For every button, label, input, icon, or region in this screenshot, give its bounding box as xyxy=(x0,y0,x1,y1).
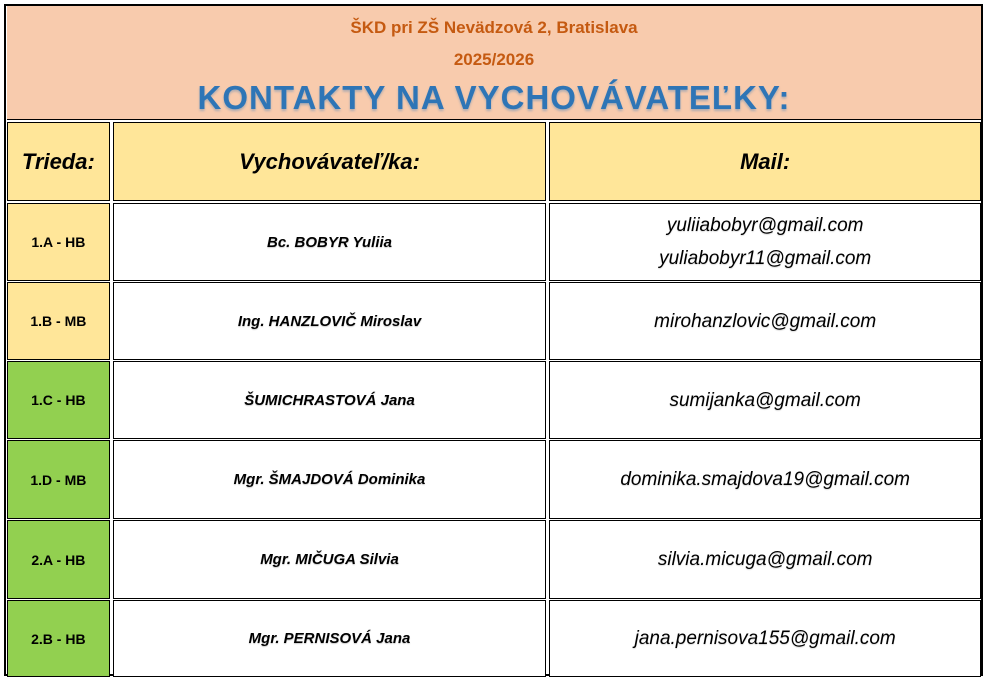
table-row xyxy=(7,361,981,439)
mail-link[interactable]: dominika.smajdova19@gmail.com xyxy=(620,469,910,490)
mail-cell xyxy=(549,440,981,519)
mail-link[interactable]: jana.pernisova155@gmail.com xyxy=(634,628,896,649)
table-row xyxy=(7,600,981,677)
mail-link[interactable]: silvia.micuga@gmail.com xyxy=(657,549,873,570)
document-header xyxy=(7,6,981,120)
teacher-cell: Mgr. MIČUGA Silvia xyxy=(113,520,547,599)
table-row xyxy=(7,520,981,599)
column-header-teacher: Vychovávateľ/ka: xyxy=(113,122,547,201)
column-header-mail: Mail: xyxy=(549,122,981,201)
class-cell: 1.B - MB xyxy=(7,282,110,360)
table-header-row xyxy=(7,122,981,201)
mail-link[interactable]: sumijanka@gmail.com xyxy=(669,389,861,411)
class-cell: 1.C - HB xyxy=(7,361,110,439)
column-header-class: Trieda: xyxy=(7,122,110,201)
mail-cell xyxy=(549,600,981,677)
table-row xyxy=(7,440,981,519)
class-cell: 1.A - HB xyxy=(7,203,110,281)
mail-link[interactable]: yuliiabobyr@gmail.com xyxy=(666,215,864,236)
mail-cell xyxy=(549,361,981,439)
mail-link-secondary[interactable]: yuliabobyr11@gmail.com xyxy=(659,248,872,269)
teacher-cell: Bc. BOBYR Yuliia xyxy=(113,203,547,281)
table-row xyxy=(7,282,981,360)
mail-link[interactable]: mirohanzlovic@gmail.com xyxy=(654,310,877,332)
mail-cell xyxy=(549,520,981,599)
teacher-cell: Mgr. ŠMAJDOVÁ Dominika xyxy=(113,440,547,519)
page-title: KONTAKTY NA VYCHOVÁVATEĽKY: xyxy=(197,79,791,116)
teacher-cell: Ing. HANZLOVIČ Miroslav xyxy=(113,282,547,360)
teacher-cell: Mgr. PERNISOVÁ Jana xyxy=(113,600,547,677)
teacher-cell: ŠUMICHRASTOVÁ Jana xyxy=(113,361,547,439)
mail-cell xyxy=(549,282,981,360)
table-row xyxy=(7,203,981,281)
class-cell: 2.B - HB xyxy=(7,600,110,677)
mail-cell xyxy=(549,203,981,281)
class-cell: 1.D - MB xyxy=(7,440,110,519)
school-year: 2025/2026 xyxy=(453,50,535,69)
class-cell: 2.A - HB xyxy=(7,520,110,599)
school-name: ŠKD pri ZŠ Nevädzová 2, Bratislava xyxy=(350,18,638,37)
